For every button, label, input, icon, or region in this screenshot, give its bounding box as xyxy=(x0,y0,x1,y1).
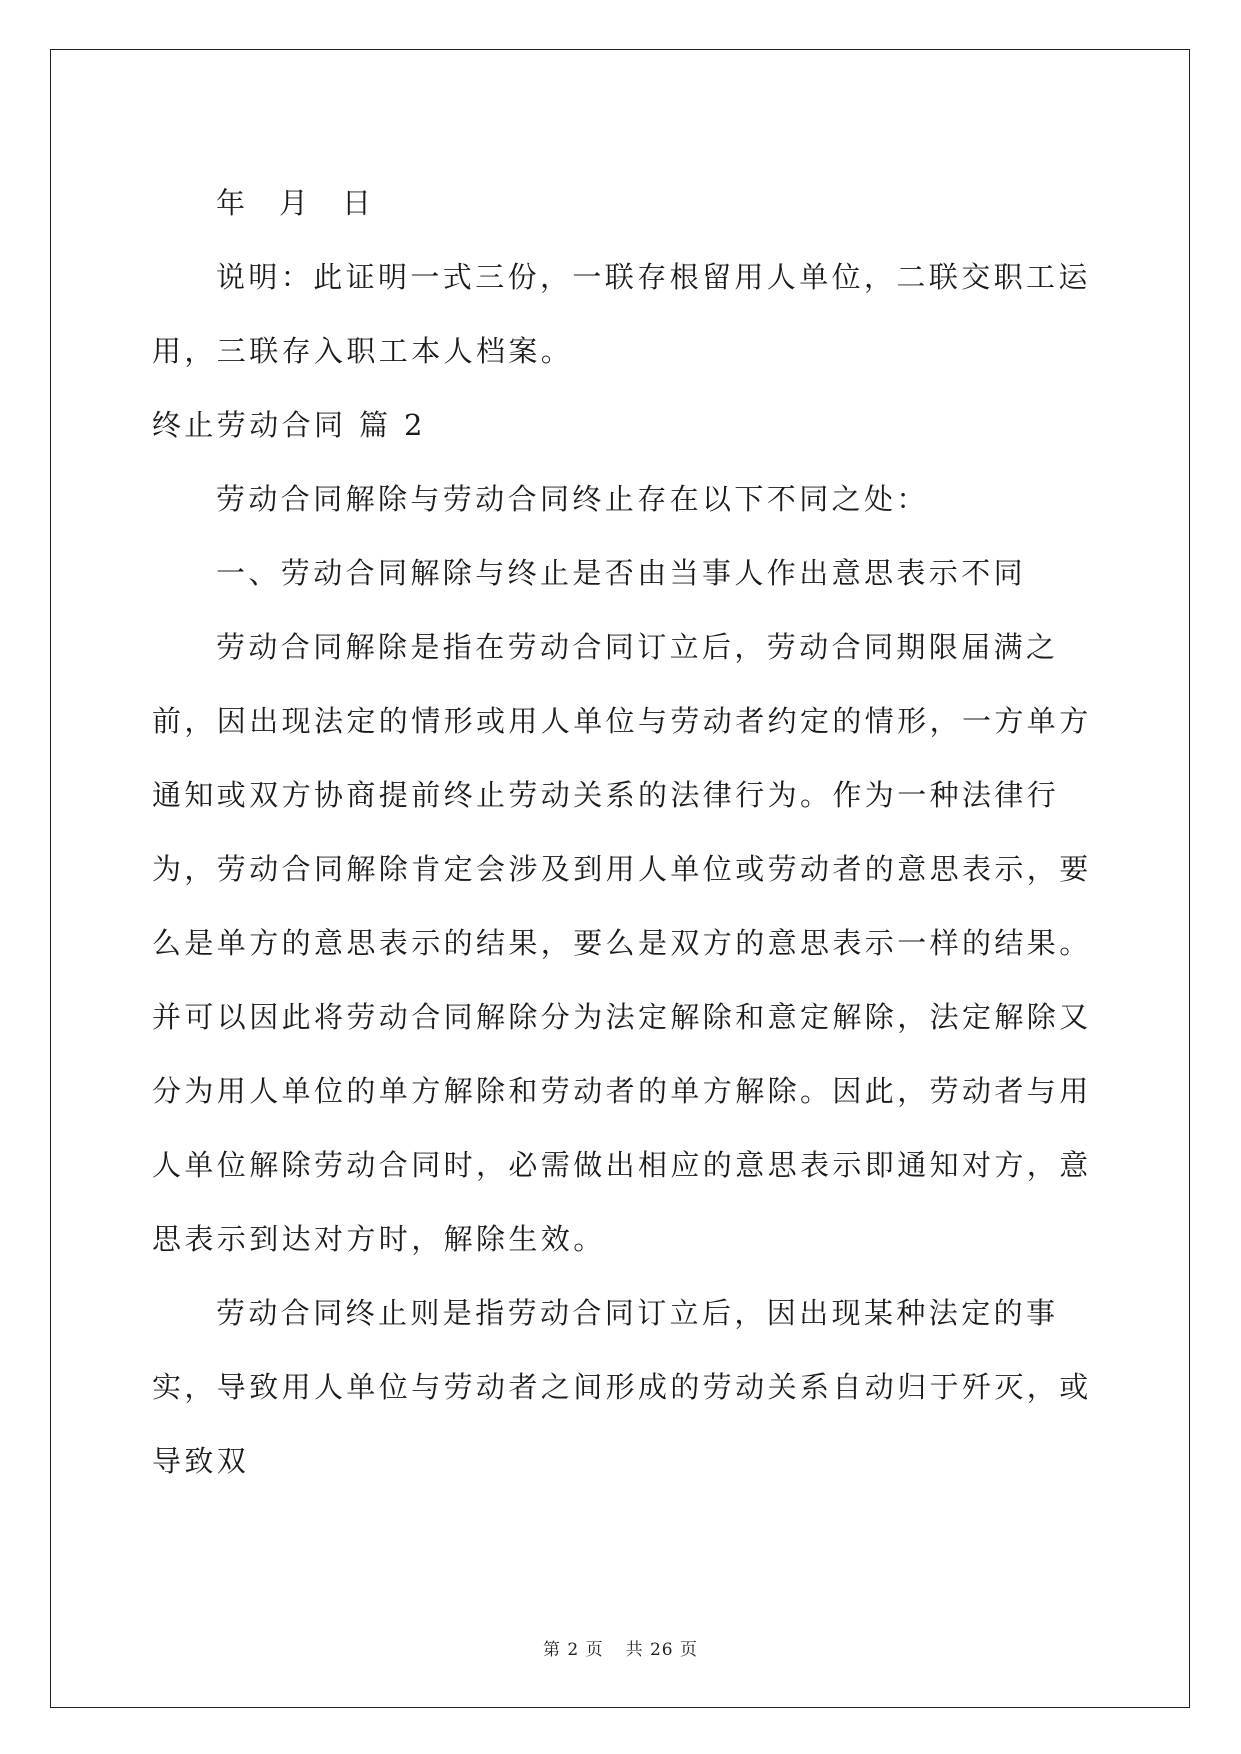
intro-paragraph: 劳动合同解除与劳动合同终止存在以下不同之处： xyxy=(216,482,929,516)
note-paragraph: 说明：此证明一式三份，一联存根留用人单位，二联交职工运用，三联存入职工本人档案。 xyxy=(152,260,1091,368)
section-heading: 终止劳动合同 篇 2 xyxy=(152,408,426,442)
date-line: 年 月 日 xyxy=(216,186,375,220)
body-paragraph: 劳动合同终止则是指劳动合同订立后，因出现某种法定的事实，导致用人单位与劳动者之间形成的劳动关系自动归于歼灭，或导致双 xyxy=(152,1296,1092,1478)
page-footer xyxy=(0,1635,1241,1660)
page-number: 第 2 页 xyxy=(542,1640,604,1660)
body-paragraph: 劳动合同解除是指在劳动合同订立后，劳动合同期限届满之前，因出现法定的情形或用人单位与劳动者约定的情形，一方单方通知或双方协商提前终止劳动关系的法律行为。作为一种法律行为，劳动合同解除肯定会涉及到用人单位或劳动者的意思表示，要么是单方的意思表示的结果，要么是双方的意思表示一样的结果。并可以因此将劳动合同解除分为法定解除和意定解除，法定解除又分为用人单位的单方解除和劳动者的单方解除。因此，劳动者与用人单位解除劳动合同时，必需做出相应的意思表示即通知对方，意思表示到达对方时，解除生效。 xyxy=(152,630,1092,1256)
subheading-paragraph: 一、劳动合同解除与终止是否由当事人作出意思表示不同 xyxy=(216,556,1027,590)
document-body xyxy=(152,166,1094,1498)
page-total: 共 26 页 xyxy=(625,1640,699,1660)
